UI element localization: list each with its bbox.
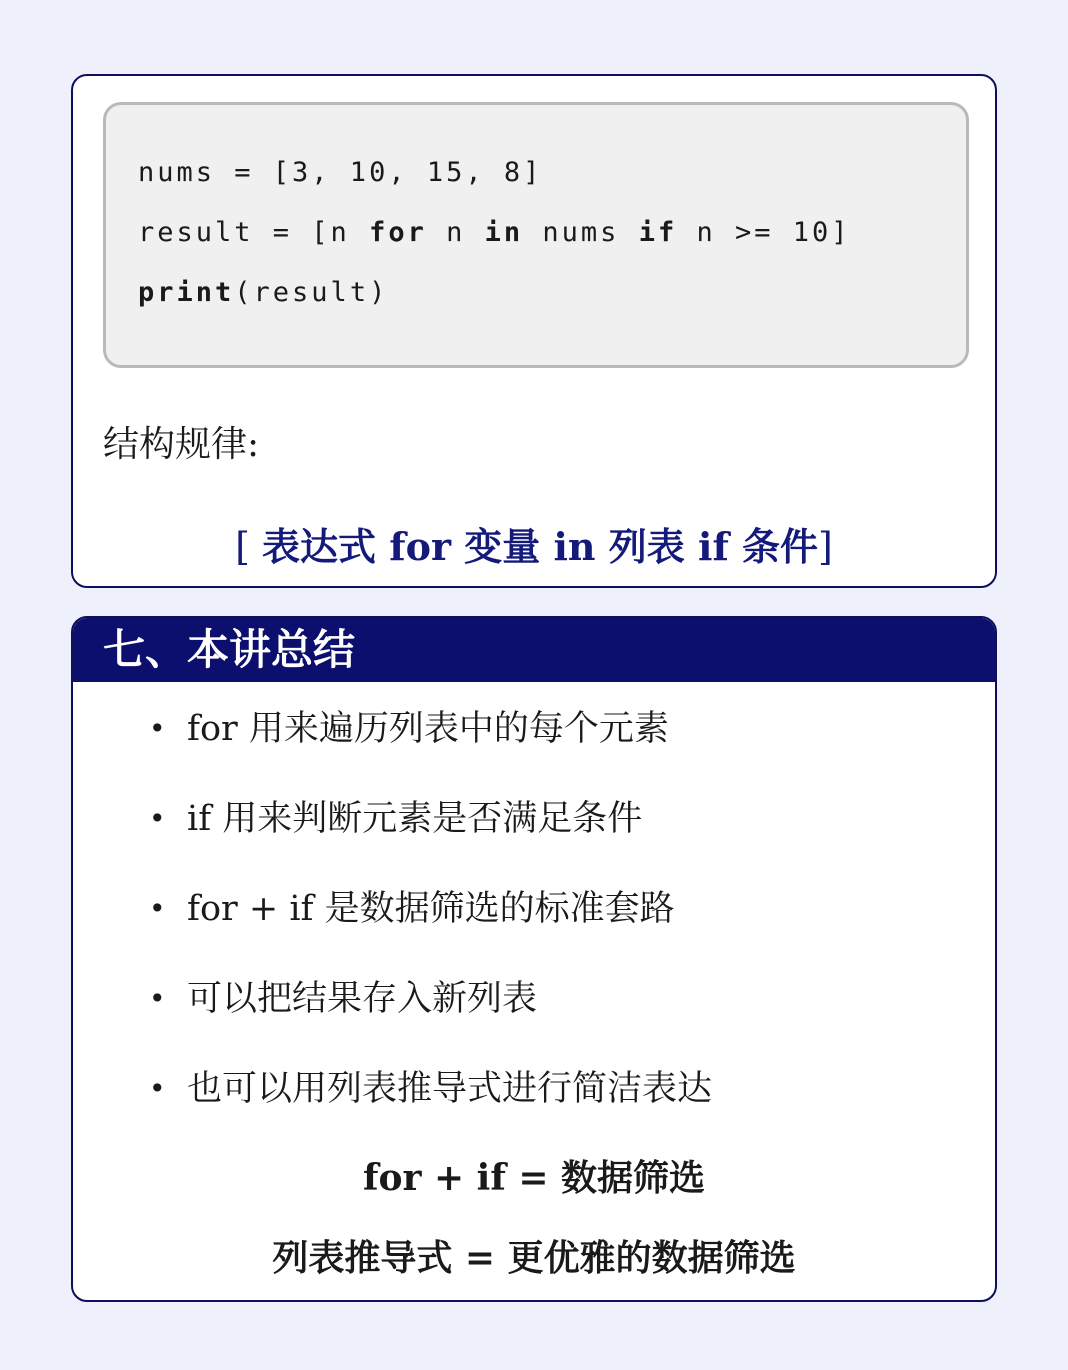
code-text: n >= 10] [677,217,851,248]
code-text: result = [n [138,217,370,248]
formula-expression: 表达式 [262,524,377,569]
list-item-text: 可以把结果存入新列表 [187,979,538,1019]
takeaway-line-2: 列表推导式 = 更优雅的数据筛选 [272,1237,796,1279]
formula-list: 列表 [608,524,685,569]
code-keyword-print: print [138,277,235,308]
list-item-text: for + if 是数据筛选的标准套路 [187,889,675,929]
list-item-text: 也可以用列表推导式进行简洁表达 [187,1069,713,1109]
code-text: (result) [234,277,389,308]
formula-keyword-if: if [684,524,743,569]
code-line-2 [138,217,851,248]
formula-condition: 条件 [742,524,819,569]
structure-formula [73,516,995,571]
list-item [149,882,712,972]
list-item [149,972,712,1062]
takeaway-line-1: for + if = 数据筛选 [362,1157,706,1199]
code-keyword-in: in [484,217,524,248]
code-block [103,102,969,368]
summary-card [71,616,997,1302]
code-line-1: nums = [3, 10, 15, 8] [138,157,543,188]
formula-bracket-open: [ [235,525,263,569]
list-item [149,1062,712,1152]
bullet-icon: • [149,1072,166,1105]
formula-bracket-close: ] [818,525,833,569]
code-keyword-if: if [638,217,678,248]
code-line-3 [138,277,388,308]
list-item-text: if 用来判断元素是否满足条件 [187,799,643,839]
list-item [149,702,712,792]
code-example-card [71,74,997,588]
code-keyword-for: for [369,217,427,248]
section-title: 七、本讲总结 [73,618,995,682]
bullet-icon: • [149,712,166,745]
bullet-icon: • [149,892,166,925]
structure-label: 结构规律: [103,424,260,465]
code-text: n [426,217,485,248]
list-item-text: for 用来遍历列表中的每个元素 [187,709,669,749]
formula-keyword-in: in [540,524,609,569]
list-item [149,792,712,882]
code-text: nums [523,217,639,248]
bullet-icon: • [149,802,166,835]
formula-variable: 变量 [464,524,541,569]
summary-bullet-list [149,702,712,1152]
formula-keyword-for: for [376,524,465,569]
bullet-icon: • [149,982,166,1015]
